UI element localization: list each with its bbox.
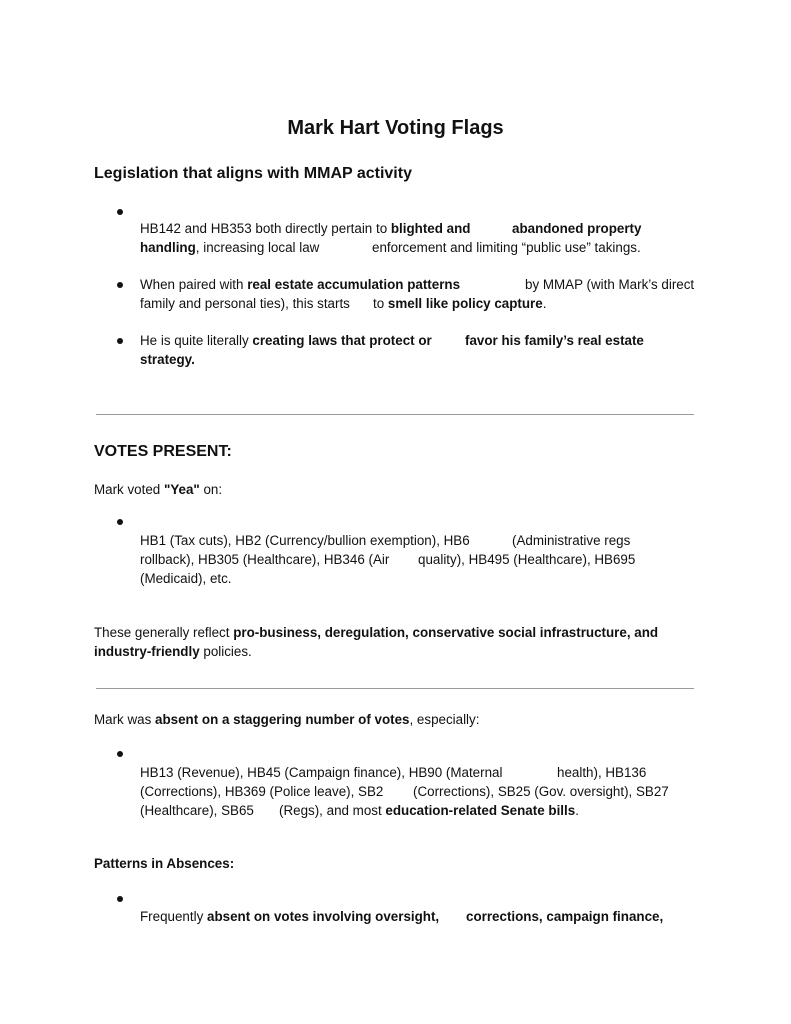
list-item-line: abandoned property (512, 221, 642, 236)
paragraph: Mark was absent on a staggering number of votes, especially: (94, 712, 480, 727)
list-item-line: HB142 and HB353 both directly pertain to blighted and (140, 221, 471, 236)
list-item-line: corrections, campaign finance, (466, 909, 664, 924)
divider (96, 688, 694, 689)
section-heading-mmap: Legislation that aligns with MMAP activity (94, 165, 412, 182)
page-title: Mark Hart Voting Flags (287, 117, 504, 139)
list-item-line: health), HB136 (557, 765, 647, 780)
list-item-line: quality), HB495 (Healthcare), HB695 (418, 552, 636, 567)
paragraph: These generally reflect pro-business, deregulation, conservative social infrastructure, and (94, 625, 659, 640)
list-item-line: strategy. (140, 352, 195, 367)
list-item-line: favor his family’s real estate (465, 333, 644, 348)
list-item-line: (Regs), and most education-related Senate bills. (279, 803, 579, 818)
list-item-line: HB1 (Tax cuts), HB2 (Currency/bullion exemption), HB6 (140, 533, 470, 548)
list-item-line: to smell like policy capture. (373, 296, 547, 311)
list-item-line: enforcement and limiting “public use” takings. (372, 240, 641, 255)
divider (96, 414, 694, 415)
paragraph: industry-friendly policies. (94, 644, 252, 659)
list-item-line: (Medicaid), etc. (140, 571, 232, 586)
list-item-line: by MMAP (with Mark’s direct (525, 277, 695, 292)
list-item-line: He is quite literally creating laws that protect or (140, 333, 432, 348)
paragraph: Mark voted "Yea" on: (94, 482, 223, 497)
bullet-icon (117, 338, 123, 344)
list-item-line: (Healthcare), SB65 (140, 803, 254, 818)
list-item-line: When paired with real estate accumulation patterns (140, 277, 461, 292)
subheading-patterns: Patterns in Absences: (94, 856, 235, 871)
list-item-line: HB13 (Revenue), HB45 (Campaign finance), HB90 (Maternal (140, 765, 503, 780)
section-heading-votes-present: VOTES PRESENT: (94, 443, 232, 460)
list-item-line: (Corrections), HB369 (Police leave), SB2 (140, 784, 384, 799)
bullet-icon (117, 519, 123, 525)
list-item-line: (Administrative regs (512, 533, 631, 548)
list-item-line: rollback), HB305 (Healthcare), HB346 (Air (140, 552, 390, 567)
list-item-line: (Corrections), SB25 (Gov. oversight), SB27 (413, 784, 669, 799)
bullet-icon (117, 282, 123, 288)
list-item-line: handling, increasing local law (140, 240, 320, 255)
list-item-line: family and personal ties), this starts (140, 296, 354, 311)
bullet-icon (117, 209, 123, 215)
bullet-icon (117, 751, 123, 757)
list-item-line: Frequently absent on votes involving oversight, (140, 909, 440, 924)
bullet-icon (117, 896, 123, 902)
